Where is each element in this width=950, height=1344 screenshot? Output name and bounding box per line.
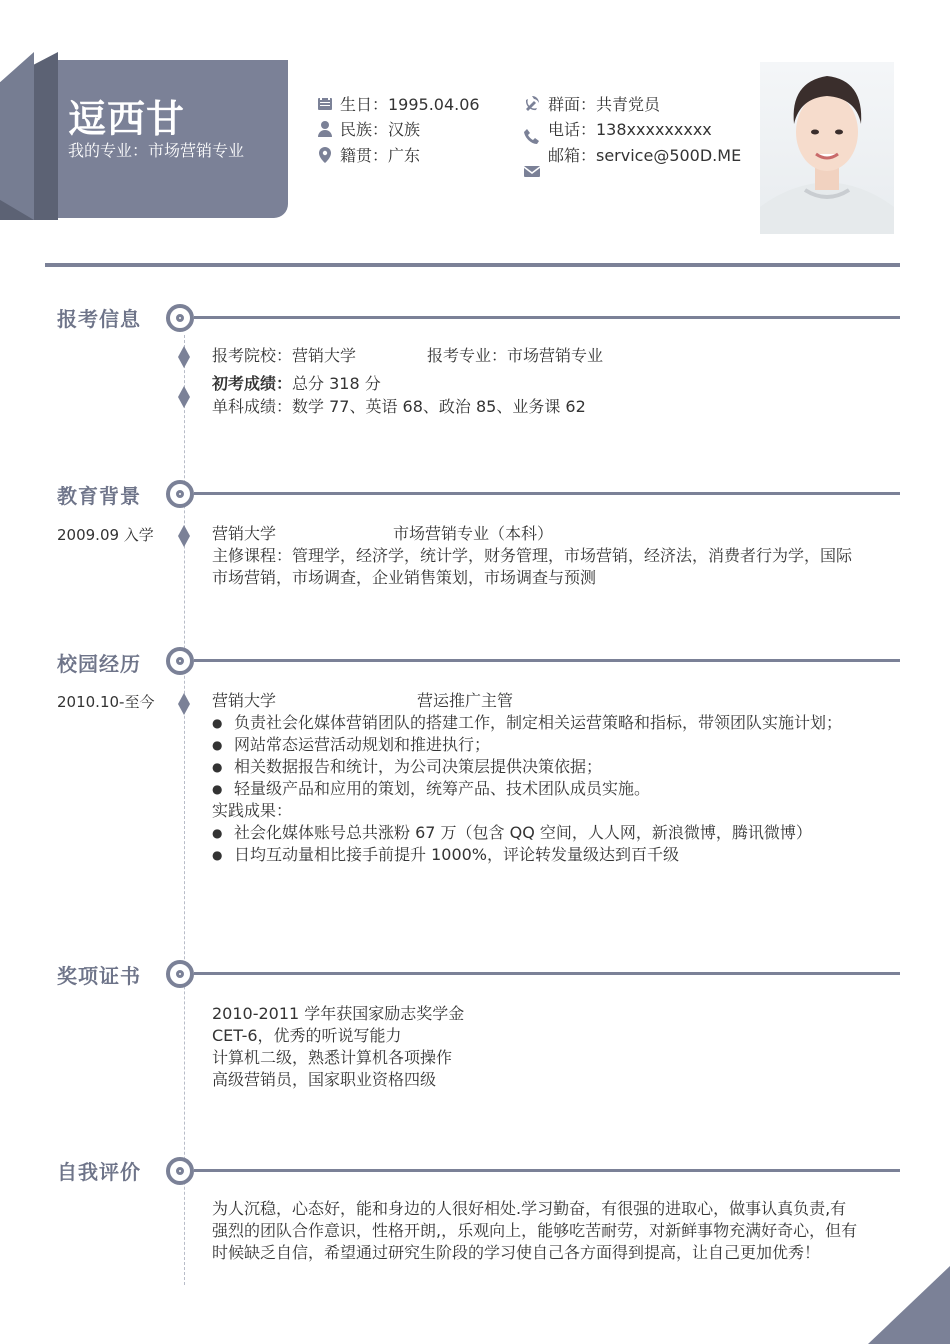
award-item: 计算机二级，熟悉计算机各项操作	[212, 1048, 453, 1067]
exam-score-value: 总分 318 分	[292, 374, 381, 393]
list-item: ● 相关数据报告和统计，为公司决策层提供决策依据；	[212, 756, 842, 778]
corner-decoration	[868, 1266, 950, 1344]
section-marker-awards	[166, 960, 194, 988]
education-school: 营销大学	[212, 524, 277, 543]
campus-date: 2010.10-至今	[57, 693, 155, 711]
section-marker-exam	[166, 304, 194, 332]
timeline-diamond	[178, 386, 190, 408]
education-courses-line1: 主修课程：管理学，经济学，统计学，财务管理，市场营销，经济法，消费者行为学，国际	[212, 546, 853, 565]
campus-results-list	[212, 822, 812, 866]
campus-results-label: 实践成果：	[212, 801, 293, 820]
section-title-awards: 奖项证书	[57, 964, 141, 988]
timeline-dashed-line	[184, 335, 185, 1285]
education-date: 2009.09 入学	[57, 526, 154, 544]
list-item: ● 网站常态运营活动规划和推进执行；	[212, 734, 842, 756]
section-title-self: 自我评价	[57, 1160, 141, 1184]
candidate-name: 逗西甘	[68, 97, 186, 141]
mail-icon	[523, 162, 541, 180]
campus-duties-list	[212, 712, 842, 800]
section-marker-education	[166, 480, 194, 508]
section-title-exam: 报考信息	[57, 307, 141, 331]
list-item: ● 轻量级产品和应用的策划，统筹产品、技术团队成员实施。	[212, 778, 842, 800]
section-line-exam	[194, 316, 900, 319]
self-eval-line: 强烈的团队合作意识，性格开朗,，乐观向上，能够吃苦耐劳，对新鲜事物充满好奇心，但有	[212, 1221, 858, 1240]
section-marker-self	[166, 1157, 194, 1185]
timeline-diamond	[178, 525, 190, 547]
section-title-campus: 校园经历	[57, 652, 141, 676]
ethnicity-text: 民族：汉族	[340, 120, 421, 139]
timeline-diamond	[178, 693, 190, 715]
campus-org: 营销大学	[212, 691, 277, 710]
award-item: 高级营销员，国家职业资格四级	[212, 1070, 437, 1089]
section-title-education: 教育背景	[57, 484, 141, 508]
award-item: 2010-2011 学年获国家励志奖学金	[212, 1004, 465, 1023]
award-item: CET-6，优秀的听说写能力	[212, 1026, 402, 1045]
self-eval-line: 为人沉稳，心态好，能和身边的人很好相处.学习勤奋，有很强的进取心，做事认真负责,有	[212, 1199, 847, 1218]
timeline-diamond	[178, 346, 190, 368]
location-pin-icon	[316, 146, 334, 164]
exam-subject-scores: 单科成绩：数学 77、英语 68、政治 85、业务课 62	[212, 397, 586, 416]
calendar-icon	[316, 94, 334, 112]
exam-major: 报考专业：市场营销专业	[427, 346, 604, 365]
header-divider	[45, 263, 900, 267]
phone-text: 电话：138xxxxxxxxx	[548, 120, 712, 139]
email-text: 邮箱：service@500D.ME	[548, 146, 742, 165]
phone-icon	[523, 128, 541, 146]
header-ribbon-fold-light	[0, 52, 34, 220]
origin-text: 籍贯：广东	[340, 146, 421, 165]
hammer-sickle-icon	[523, 94, 541, 112]
campus-role: 营运推广主管	[417, 691, 514, 710]
section-line-campus	[194, 659, 900, 662]
birthday-text: 生日：1995.04.06	[340, 95, 480, 114]
profile-photo	[760, 62, 894, 234]
section-line-self	[194, 1169, 900, 1172]
self-eval-line: 时候缺乏自信，希望通过研究生阶段的学习使自己各方面得到提高，让自己更加优秀！	[212, 1243, 821, 1262]
section-line-awards	[194, 972, 900, 975]
political-text: 群面：共青党员	[548, 95, 661, 114]
section-line-education	[194, 492, 900, 495]
education-courses-line2: 市场营销，市场调查，企业销售策划，市场调查与预测	[212, 568, 597, 587]
list-item: ● 负责社会化媒体营销团队的搭建工作，制定相关运营策略和指标，带领团队实施计划；	[212, 712, 842, 734]
exam-score-row	[212, 373, 381, 395]
list-item: ● 社会化媒体账号总共涨粉 67 万（包含 QQ 空间，人人网，新浪微博，腾讯微博）	[212, 822, 812, 844]
candidate-major: 我的专业：市场营销专业	[68, 141, 245, 160]
section-marker-campus	[166, 647, 194, 675]
exam-score-label: 初考成绩：	[212, 374, 293, 393]
list-item: ● 日均互动量相比接手前提升 1000%，评论转发量级达到百千级	[212, 844, 812, 866]
person-icon	[316, 120, 334, 138]
exam-school: 报考院校：营销大学	[212, 346, 357, 365]
education-major: 市场营销专业（本科）	[393, 524, 554, 543]
